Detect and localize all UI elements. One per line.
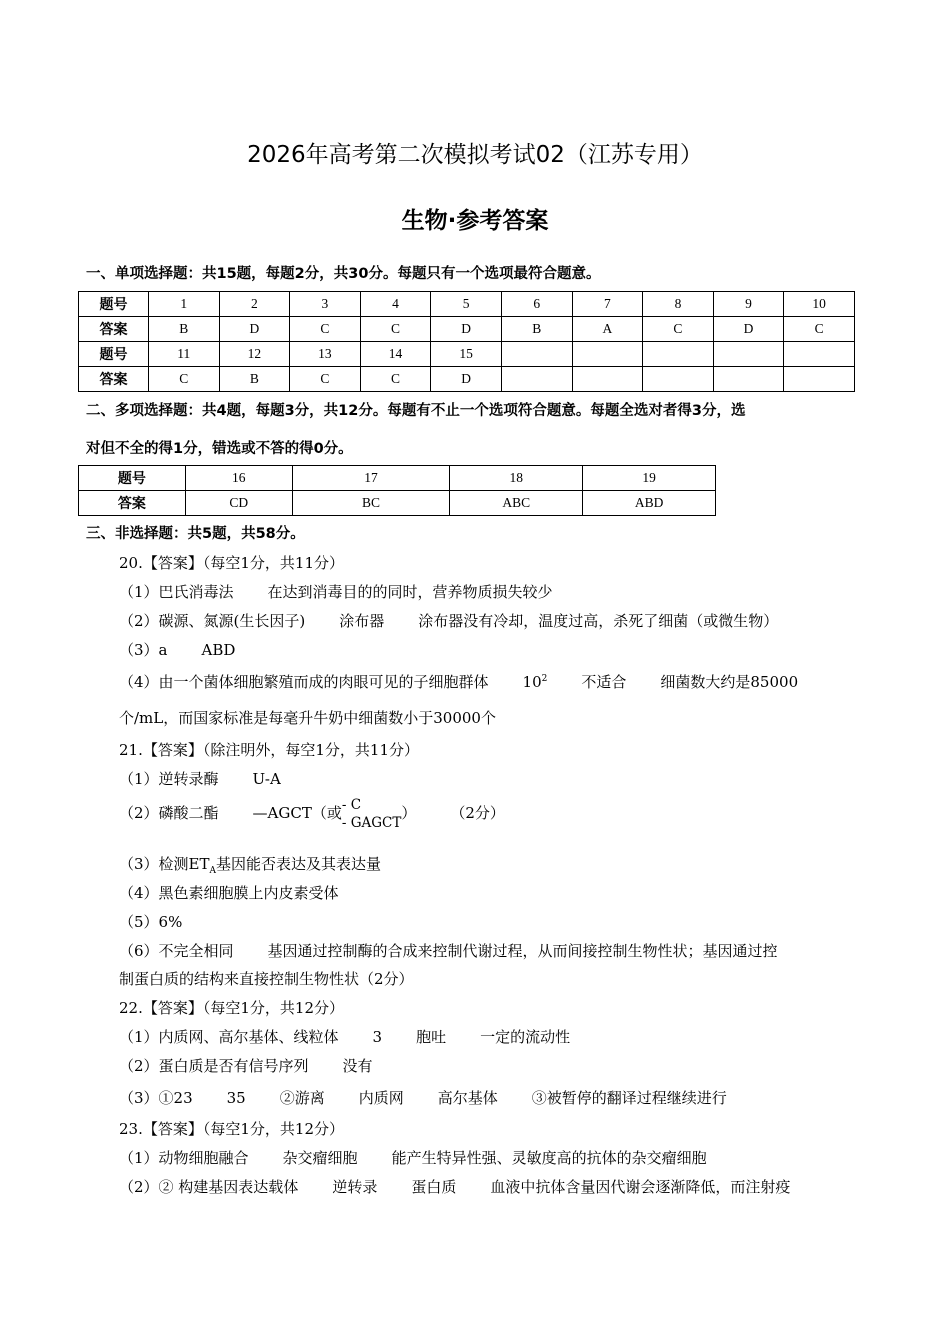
section1-heading: 一、单项选择题：共15题，每题2分，共30分。每题只有一个选项最符合题意。 xyxy=(86,266,601,282)
formula-fraction xyxy=(342,796,402,832)
answer-text: ③被暂停的翻译过程继续进行 xyxy=(531,1089,727,1107)
fraction-top: - C xyxy=(341,797,362,813)
answer-text: （1）巴氏消毒法 xyxy=(119,583,234,601)
table-cell: 19 xyxy=(583,466,716,491)
table-row xyxy=(79,317,855,342)
table-header-cell: 答案 xyxy=(79,317,149,342)
table-cell: ABD xyxy=(583,491,716,516)
answer-text: ABD xyxy=(201,641,236,659)
q21-part1 xyxy=(119,768,281,789)
table-cell: CD xyxy=(185,491,292,516)
table-cell: D xyxy=(431,367,502,392)
answer-text: 一定的流动性 xyxy=(480,1028,571,1046)
answer-text: 基因能否表达及其表达量 xyxy=(216,855,382,873)
table-cell xyxy=(643,367,714,392)
answer-text: （2）磷酸二酯 xyxy=(119,804,219,822)
q21-part3 xyxy=(119,853,381,876)
answer-text: 血液中抗体含量因代谢会逐渐降低，而注射疫 xyxy=(490,1178,791,1196)
q21-heading: 21.【答案】（除注明外，每空1分，共11分） xyxy=(119,741,419,759)
table-cell: C xyxy=(360,317,431,342)
table-row xyxy=(79,342,855,367)
table-cell: C xyxy=(290,317,361,342)
table-cell: 3 xyxy=(290,292,361,317)
table-cell: 1 xyxy=(148,292,219,317)
q22-part1 xyxy=(119,1026,570,1047)
table-cell xyxy=(572,367,643,392)
table-cell xyxy=(572,342,643,367)
table-cell: 8 xyxy=(643,292,714,317)
answer-text: 35 xyxy=(226,1089,246,1107)
answer-text: 蛋白质 xyxy=(411,1178,457,1196)
q21-part2 xyxy=(119,796,505,832)
section3-heading: 三、非选择题：共5题，共58分。 xyxy=(86,526,305,542)
table-cell: D xyxy=(713,317,784,342)
table-cell: 6 xyxy=(501,292,572,317)
q22-part2 xyxy=(119,1055,373,1076)
q21-part4: （4）黑色素细胞膜上内皮素受体 xyxy=(119,884,339,902)
fraction-bottom: - GAGCT xyxy=(341,815,402,831)
answer-text: 胞吐 xyxy=(416,1028,447,1046)
table-cell: C xyxy=(643,317,714,342)
answer-text: 3 xyxy=(372,1028,383,1046)
answer-text: （1）动物细胞融合 xyxy=(119,1149,249,1167)
table-cell xyxy=(501,342,572,367)
q21-part6-cont: 制蛋白质的结构来直接控制生物性状（2分） xyxy=(119,970,414,988)
section2-heading-cont: 对但不全的得1分，错选或不答的得0分。 xyxy=(86,441,353,457)
table-cell: 10 xyxy=(784,292,855,317)
answer-text: —AGCT（或 xyxy=(252,804,342,822)
answer-text: 逆转录 xyxy=(332,1178,378,1196)
answer-text: ） xyxy=(401,804,417,822)
table-header-cell: 答案 xyxy=(79,491,186,516)
answer-text: （2）蛋白质是否有信号序列 xyxy=(119,1057,309,1075)
q20-heading: 20.【答案】（每空1分，共11分） xyxy=(119,554,344,572)
answer-text: （3）检测ET xyxy=(119,855,210,873)
table-cell xyxy=(784,367,855,392)
q20-part4-cont: 个/mL，而国家标准是每毫升牛奶中细菌数小于30000个 xyxy=(119,709,496,727)
q21-part5: （5）6% xyxy=(119,913,183,931)
q23-part1 xyxy=(119,1147,707,1168)
answer-text: 没有 xyxy=(342,1057,373,1075)
table-cell xyxy=(501,367,572,392)
table-cell: C xyxy=(784,317,855,342)
page-subtitle: 生物·参考答案 xyxy=(401,208,549,234)
answer-text: 能产生特异性强、灵敏度高的抗体的杂交瘤细胞 xyxy=(391,1149,707,1167)
table-cell: 14 xyxy=(360,342,431,367)
table-cell: B xyxy=(219,367,290,392)
table-cell: 17 xyxy=(292,466,450,491)
table-cell: ABC xyxy=(450,491,583,516)
table-cell: 5 xyxy=(431,292,502,317)
table-cell: 13 xyxy=(290,342,361,367)
table-cell: 15 xyxy=(431,342,502,367)
table-header-cell: 题号 xyxy=(79,342,149,367)
table-cell: C xyxy=(148,367,219,392)
answer-text: （2）② 构建基因表达载体 xyxy=(119,1178,299,1196)
table-cell: 12 xyxy=(219,342,290,367)
table-row xyxy=(79,367,855,392)
table-cell: 16 xyxy=(185,466,292,491)
answer-text: 在达到消毒目的的同时，营养物质损失较少 xyxy=(267,583,553,601)
section2-heading: 二、多项选择题：共4题，每题3分，共12分。每题有不止一个选项符合题意。每题全选对者得3分，选 xyxy=(86,403,746,419)
table-cell: 4 xyxy=(360,292,431,317)
answer-text: （6）不完全相同 xyxy=(119,942,234,960)
superscript: 2 xyxy=(541,674,548,684)
answer-text: 内质网 xyxy=(358,1089,404,1107)
answer-text: ②游离 xyxy=(279,1089,325,1107)
page-title: 2026年高考第二次模拟考试02（江苏专用） xyxy=(247,142,703,168)
answer-text: 10 xyxy=(522,673,542,691)
answer-text: （3）a xyxy=(119,641,168,659)
q23-part2 xyxy=(119,1176,790,1197)
table-cell: 18 xyxy=(450,466,583,491)
q20-part1 xyxy=(119,581,553,602)
answer-text: （2）碳源、氮源(生长因子) xyxy=(119,612,306,630)
table-cell: A xyxy=(572,317,643,342)
answer-text: 涂布器没有冷却，温度过高，杀死了细菌（或微生物） xyxy=(418,612,779,630)
q20-part3 xyxy=(119,639,235,660)
answer-text: 细菌数大约是85000 xyxy=(660,673,799,691)
table-header-cell: 题号 xyxy=(79,466,186,491)
table-cell: 7 xyxy=(572,292,643,317)
q23-heading: 23.【答案】（每空1分，共12分） xyxy=(119,1120,344,1138)
table-cell: D xyxy=(431,317,502,342)
answer-text: 高尔基体 xyxy=(437,1089,498,1107)
table-cell: C xyxy=(290,367,361,392)
answer-text: （2分） xyxy=(450,804,505,822)
table-cell: D xyxy=(219,317,290,342)
answer-text: U-A xyxy=(252,770,281,788)
table-row xyxy=(79,466,716,491)
table-cell: 2 xyxy=(219,292,290,317)
q21-part6 xyxy=(119,940,778,961)
answer-text: （3）①23 xyxy=(119,1089,193,1107)
table-header-cell: 题号 xyxy=(79,292,149,317)
table-header-cell: 答案 xyxy=(79,367,149,392)
answer-text: 涂布器 xyxy=(339,612,385,630)
subscript: A xyxy=(209,866,216,876)
table-row xyxy=(79,491,716,516)
table-cell: BC xyxy=(292,491,450,516)
multi-choice-answer-table xyxy=(78,465,716,516)
table-cell xyxy=(713,367,784,392)
table-row xyxy=(79,292,855,317)
single-choice-answer-table xyxy=(78,291,855,392)
table-cell: C xyxy=(360,367,431,392)
table-cell: 9 xyxy=(713,292,784,317)
table-cell xyxy=(643,342,714,367)
table-cell xyxy=(713,342,784,367)
table-cell: 11 xyxy=(148,342,219,367)
table-cell: B xyxy=(501,317,572,342)
answer-text: （1）逆转录酶 xyxy=(119,770,219,788)
answer-text: 不适合 xyxy=(581,673,627,691)
q20-part4 xyxy=(119,671,798,692)
answer-text: 基因通过控制酶的合成来控制代谢过程，从而间接控制生物性状；基因通过控 xyxy=(267,942,778,960)
q22-part3 xyxy=(119,1087,727,1108)
q22-heading: 22.【答案】（每空1分，共12分） xyxy=(119,999,344,1017)
table-cell: B xyxy=(148,317,219,342)
answer-text: 杂交瘤细胞 xyxy=(282,1149,358,1167)
table-cell xyxy=(784,342,855,367)
answer-text: （4）由一个菌体细胞繁殖而成的肉眼可见的子细胞群体 xyxy=(119,673,489,691)
q20-part2 xyxy=(119,610,778,631)
answer-text: （1）内质网、高尔基体、线粒体 xyxy=(119,1028,339,1046)
